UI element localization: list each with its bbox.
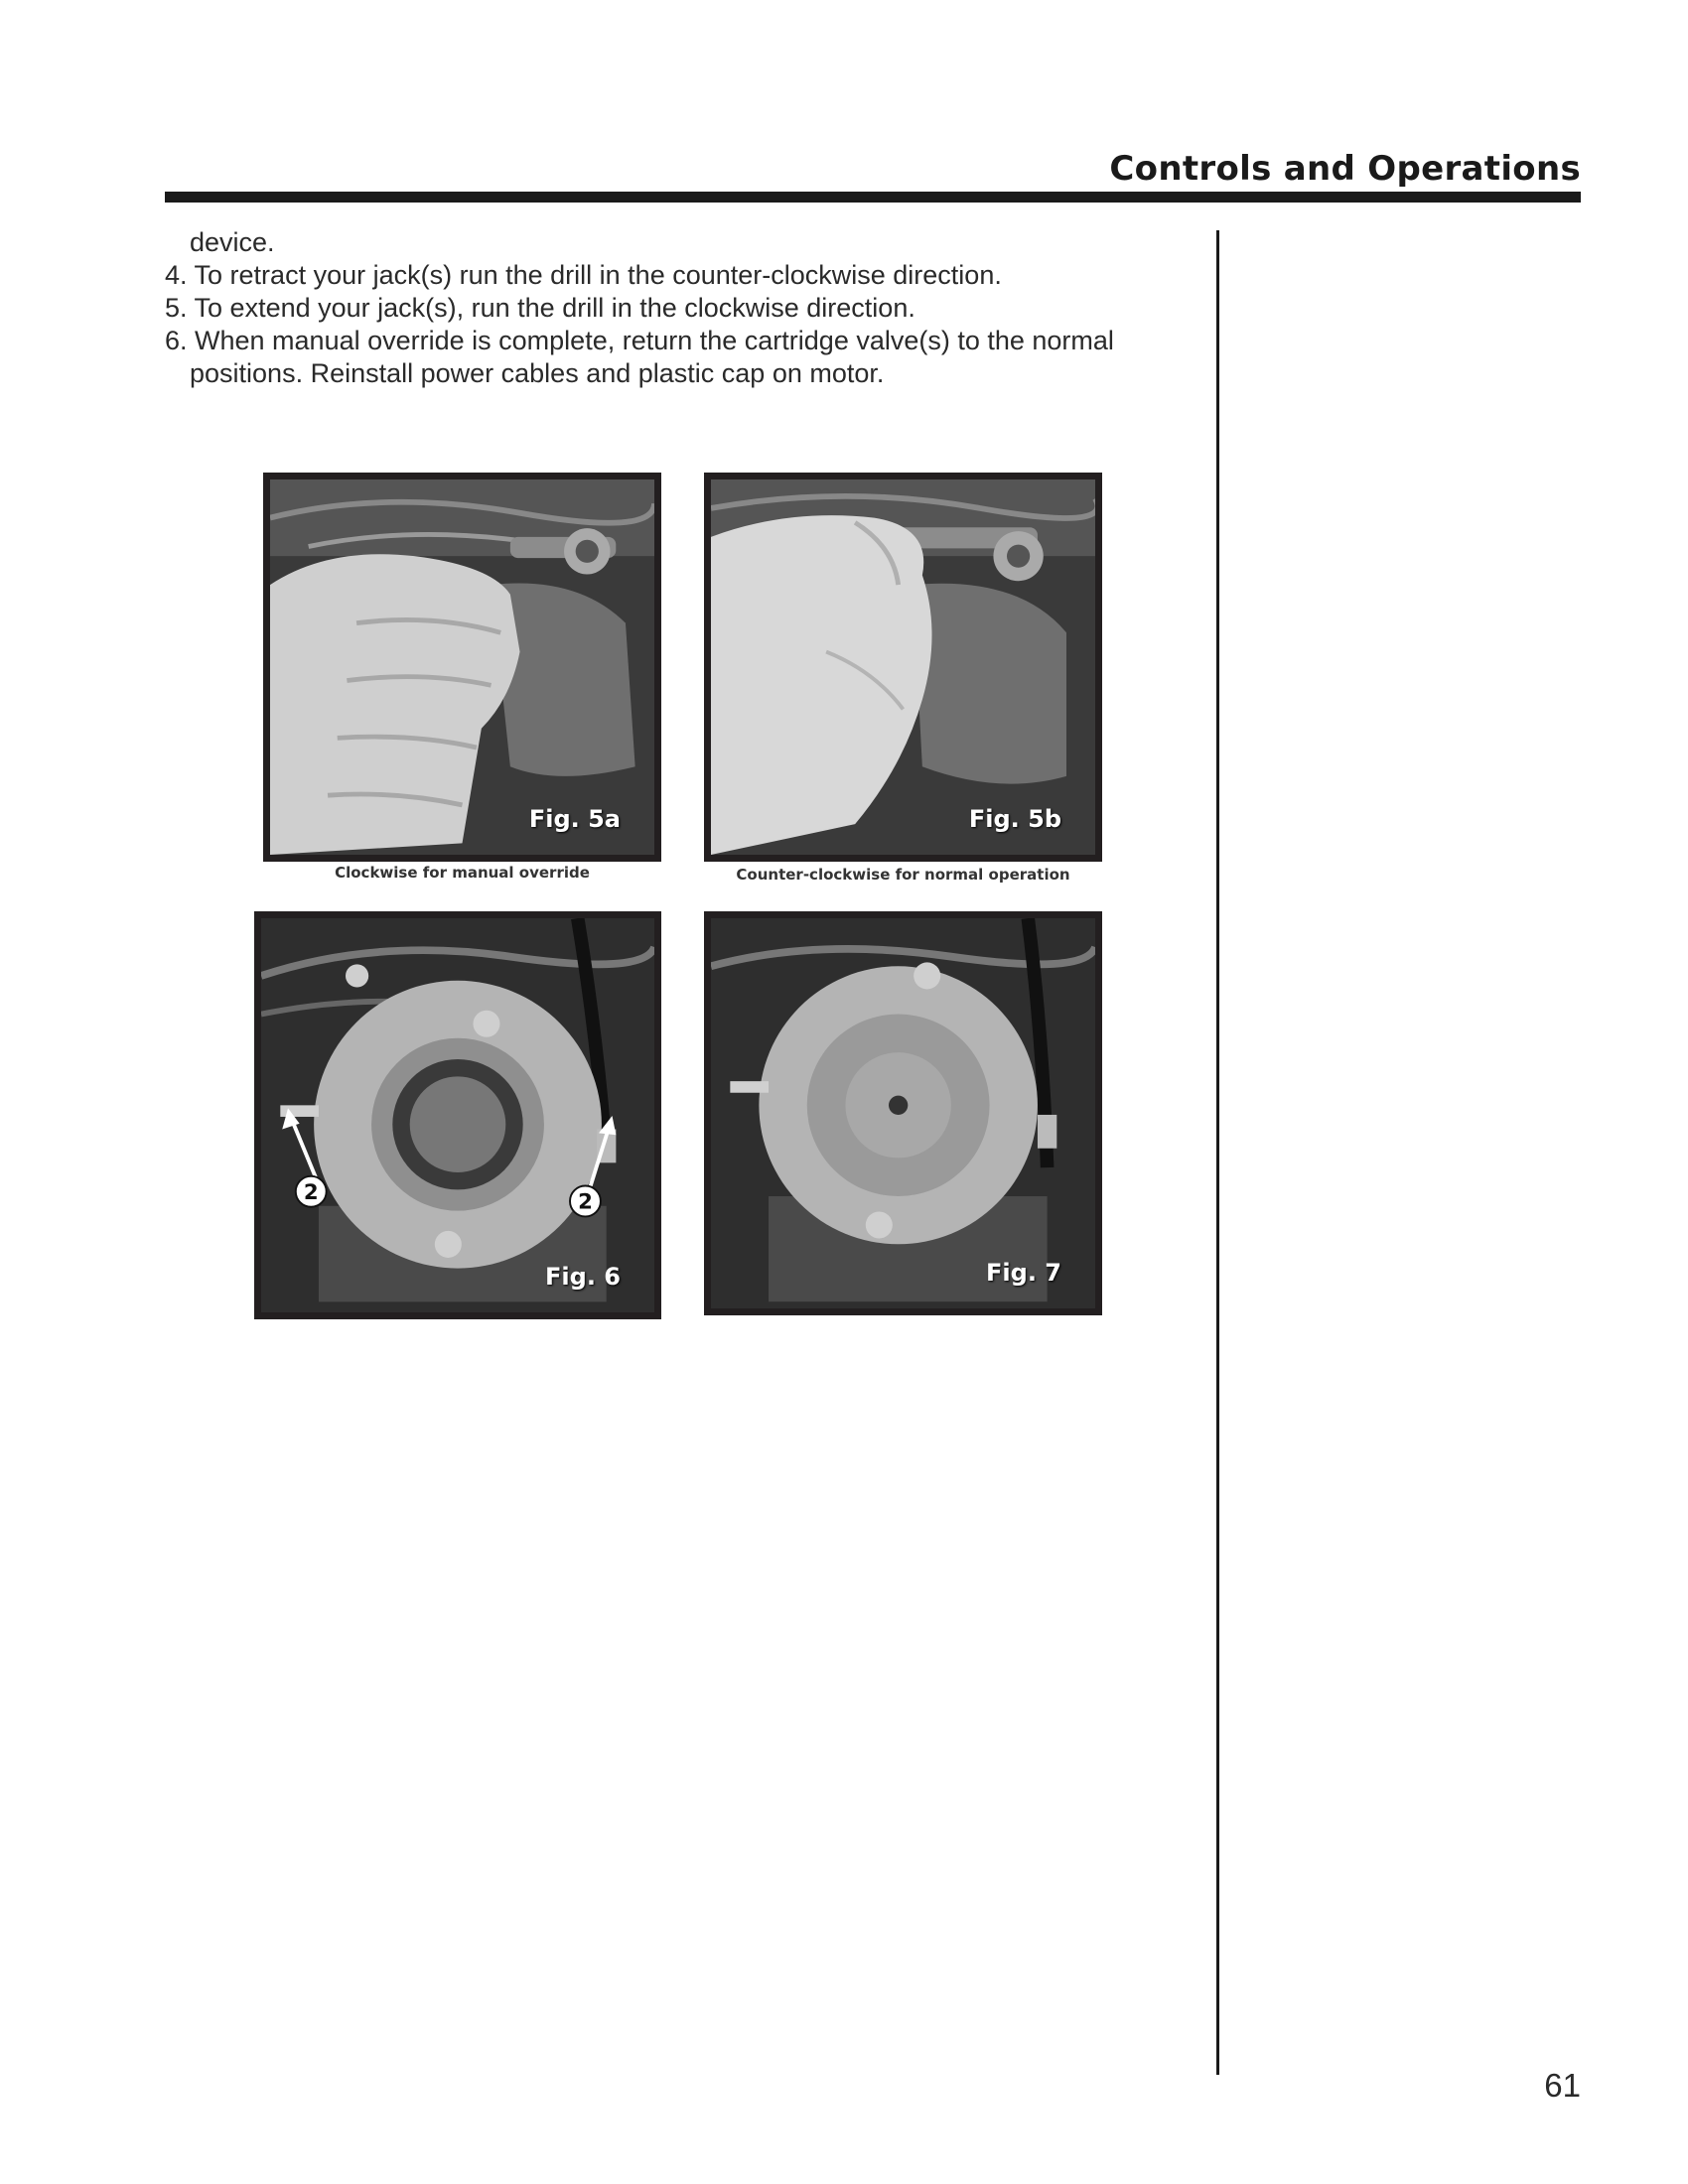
header-rule — [165, 192, 1581, 203]
column-divider — [1216, 230, 1219, 2075]
callout-2-left: 2 — [303, 1180, 319, 1206]
motor-end-cap-photo — [711, 918, 1095, 1308]
instruction-continuation: device. — [190, 227, 275, 257]
hand-turning-valve-photo — [270, 479, 654, 855]
hand-turning-valve-photo — [711, 479, 1095, 855]
figure-5b — [704, 473, 1102, 862]
instruction-step-6-continued: positions. Reinstall power cables and plastic cap on motor. — [190, 358, 885, 388]
callout-2-right: 2 — [578, 1189, 593, 1215]
figure-6 — [254, 911, 661, 1319]
figure-7-label: Fig. 7 — [986, 1259, 1061, 1287]
figure-6-label: Fig. 6 — [545, 1263, 621, 1291]
section-title: Controls and Operations — [1109, 149, 1581, 189]
figure-5b-caption: Counter-clockwise for normal operation — [736, 866, 1070, 884]
instruction-step-6: 6. When manual override is complete, return the cartridge valve(s) to the normal — [165, 326, 1114, 355]
figure-5a-label: Fig. 5a — [528, 805, 621, 833]
figure-5a-caption: Clockwise for manual override — [335, 864, 590, 882]
instruction-step-4: 4. To retract your jack(s) run the drill in the counter-clockwise direction. — [165, 260, 1002, 290]
instruction-text — [165, 226, 1197, 390]
figure-5b-label: Fig. 5b — [968, 805, 1061, 833]
figure-7 — [704, 911, 1102, 1315]
figure-6-callouts — [261, 918, 654, 1312]
page-number: 61 — [1544, 2067, 1581, 2104]
instruction-step-5: 5. To extend your jack(s), run the drill in the clockwise direction. — [165, 293, 915, 323]
figure-5a — [263, 473, 661, 862]
